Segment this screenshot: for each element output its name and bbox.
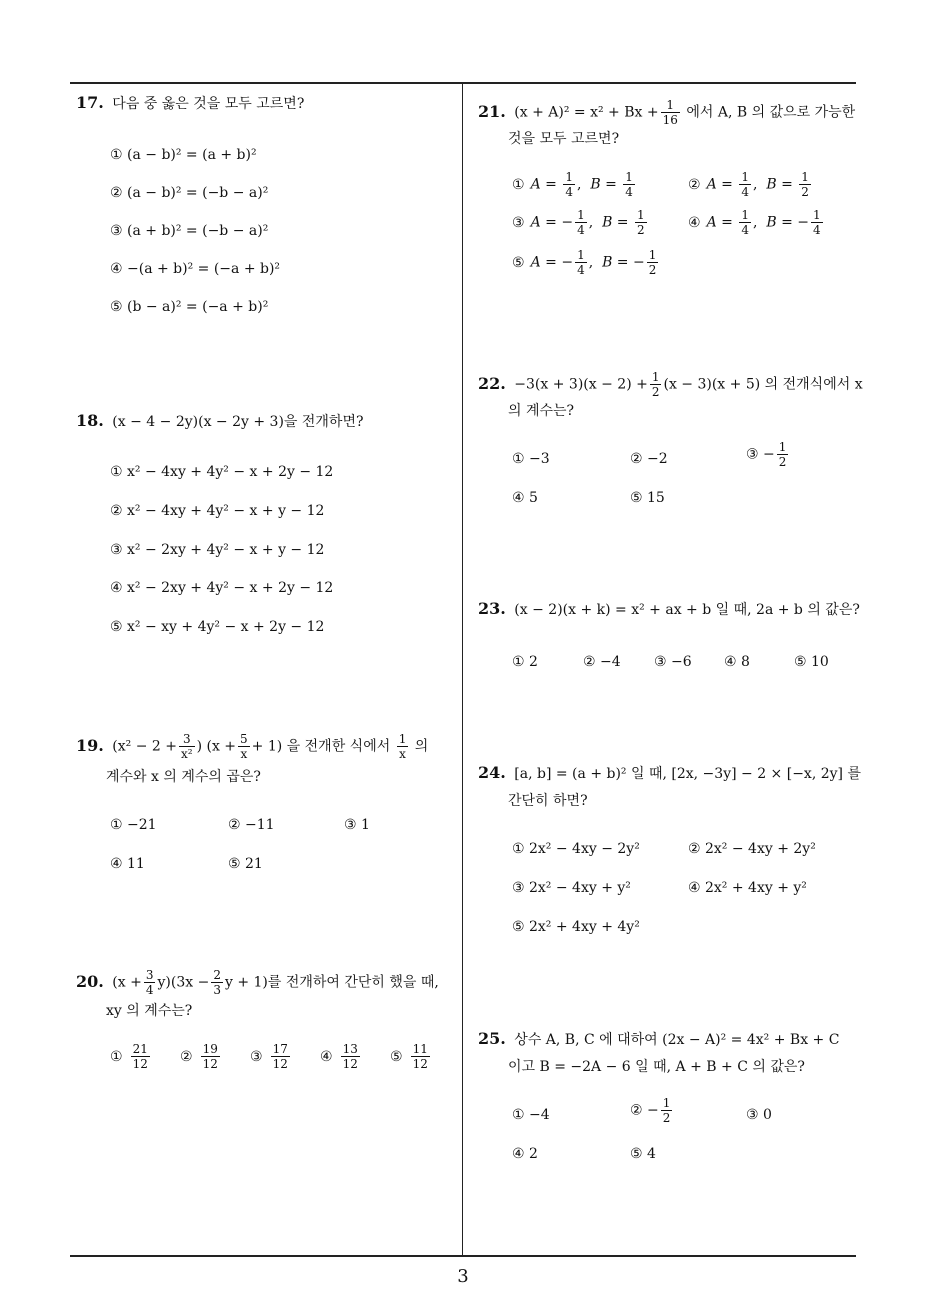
numerator: 1 [637, 208, 645, 222]
option-4[interactable]: ④ 2 [512, 1146, 538, 1162]
fraction [397, 732, 409, 761]
option-4[interactable]: ④ A = $\frac{1}{4}$ , B = − $\frac{1}{4}$ [688, 208, 821, 237]
fraction [341, 1042, 360, 1071]
fraction [650, 370, 662, 399]
question-21-line2: 것을 모두 고르면? [508, 131, 620, 147]
option-label: ⑤ [512, 254, 525, 271]
denominator: 12 [132, 1057, 148, 1071]
numerator: 2 [213, 968, 221, 982]
denominator: 12 [202, 1057, 218, 1071]
option-3[interactable]: ③ (a + b)² = (−b − a)² [110, 223, 269, 239]
denominator: 2 [662, 1111, 671, 1125]
option-label: ④ [320, 1048, 333, 1065]
question-18 [76, 408, 363, 435]
option-4[interactable]: ④ 8 [724, 654, 750, 670]
denominator: 2 [648, 263, 657, 277]
question-25 [478, 1026, 839, 1053]
numerator: 1 [741, 170, 749, 184]
option-5[interactable]: ⑤ 10 [794, 654, 829, 670]
numerator: 1 [577, 248, 585, 262]
denominator: 4 [577, 263, 585, 277]
expr-part: y)(3x − [157, 974, 210, 991]
fraction [575, 208, 587, 237]
numerator: 1 [648, 248, 657, 262]
question-24-line2: 간단히 하면? [508, 793, 588, 809]
question-text: 상수 A, B, C 에 대하여 (2x − A)² = 4x² + Bx + C [514, 1032, 840, 1048]
numerator: 1 [651, 370, 660, 384]
option-3[interactable]: ③ A = − $\frac{1}{4}$ , B = $\frac{1}{2}$ [512, 208, 645, 237]
option-1[interactable]: ① 2 [512, 654, 538, 670]
denominator: 4 [741, 223, 749, 237]
option-1[interactable]: ① −21 [110, 817, 157, 833]
numerator: 13 [342, 1042, 358, 1056]
option-2[interactable]: ② 2x² − 4xy + 2y² [688, 841, 816, 857]
fraction [144, 968, 156, 997]
denominator: 12 [342, 1057, 358, 1071]
option-3[interactable]: ③ 1 [344, 817, 370, 833]
option-2[interactable] [630, 1096, 674, 1125]
option-3[interactable]: ③ −6 [654, 654, 692, 670]
option-3[interactable]: ③ x² − 2xy + 4y² − x + y − 12 [110, 542, 325, 558]
question-24 [478, 760, 861, 787]
numerator: 17 [272, 1042, 288, 1056]
question-number: 22. [478, 373, 506, 393]
denominator: 2 [778, 455, 787, 469]
option-5[interactable]: ⑤ x² − xy + 4y² − x + 2y − 12 [110, 619, 325, 635]
option-1[interactable]: ① 2x² − 4xy − 2y² [512, 841, 640, 857]
expr-part: y + 1)를 전개하여 간단히 했을 때, [224, 974, 439, 991]
fraction [131, 1042, 150, 1071]
option-1[interactable]: ① −3 [512, 451, 550, 467]
option-2[interactable]: ② (a − b)² = (−b − a)² [110, 185, 269, 201]
denominator: 4 [565, 185, 573, 199]
column-divider [462, 84, 463, 1256]
option-2[interactable]: ② −2 [630, 451, 668, 467]
option-1[interactable]: ① (a − b)² = (a + b)² [110, 147, 257, 163]
fraction [635, 208, 647, 237]
question-text: [a, b] = (a + b)² 일 때, [2x, −3y] − 2 × [−x, 2y] 를 [514, 766, 861, 782]
numerator: 1 [565, 170, 573, 184]
fraction [739, 170, 751, 199]
option-label: ③ [512, 214, 525, 231]
sign: − [561, 254, 574, 271]
option-2[interactable]: ② −11 [228, 817, 275, 833]
numerator: 19 [202, 1042, 218, 1056]
numerator: 1 [662, 1096, 671, 1110]
expr-part: (x² − 2 + [112, 738, 177, 755]
denominator: 12 [412, 1057, 428, 1071]
question-21 [478, 98, 855, 127]
numerator: 21 [132, 1042, 148, 1056]
option-2[interactable]: ② A = $\frac{1}{4}$ , B = $\frac{1}{2}$ [688, 170, 809, 199]
bottom-rule [70, 1255, 856, 1257]
question-number: 24. [478, 763, 506, 782]
denominator: 12 [272, 1057, 288, 1071]
question-25-line2: 이고 B = −2A − 6 일 때, A + B + C 의 값은? [508, 1059, 805, 1075]
fraction [777, 440, 789, 469]
question-number: 23. [478, 599, 506, 618]
question-number: 21. [478, 101, 506, 121]
numerator: 3 [179, 732, 195, 747]
denominator: 4 [577, 223, 585, 237]
fraction [661, 98, 680, 127]
numerator: 11 [412, 1042, 428, 1056]
fraction [799, 170, 811, 199]
question-19-line2: 계수와 x 의 계수의 곱은? [106, 769, 261, 785]
numerator: 1 [813, 208, 821, 222]
fraction [563, 170, 575, 199]
question-22-line2: 의 계수는? [508, 403, 575, 419]
option-2[interactable]: ② −4 [583, 654, 621, 670]
numerator: 1 [801, 170, 809, 184]
question-number: 20. [76, 971, 104, 991]
sign: − [633, 254, 645, 271]
fraction [661, 1096, 673, 1125]
option-label: ① [110, 1048, 123, 1065]
option-5[interactable]: ⑤ 4 [630, 1146, 656, 1162]
sign: − [797, 214, 809, 231]
fraction [575, 248, 587, 277]
fraction [179, 732, 195, 761]
option-5[interactable] [390, 1042, 432, 1071]
option-5[interactable]: ⑤ A = − $\frac{1}{4}$ , B = − $\frac{1}{2}$ [512, 248, 657, 277]
option-label: ① [512, 176, 525, 193]
option-label: ④ [688, 214, 701, 231]
expr-part: 에서 A, B 의 값으로 가능한 [686, 104, 856, 121]
denominator: x [240, 747, 248, 761]
denominator: 16 [662, 113, 678, 127]
option-4[interactable]: ④ 2x² + 4xy + y² [688, 880, 807, 896]
expr-part: + 1) 을 전개한 식에서 [251, 738, 391, 755]
option-1[interactable] [110, 1042, 152, 1071]
option-3[interactable] [746, 440, 790, 469]
option-3[interactable]: ③ 0 [746, 1107, 772, 1123]
numerator: 1 [398, 732, 407, 746]
fraction [411, 1042, 430, 1071]
denominator: x [399, 747, 406, 761]
expr-part: 의 [414, 738, 429, 755]
numerator: 1 [577, 208, 585, 222]
question-20-line2: xy 의 계수는? [106, 1003, 193, 1019]
denominator: 2 [651, 385, 660, 399]
denominator: 2 [801, 185, 809, 199]
question-23 [478, 596, 860, 623]
sign: − [561, 214, 574, 231]
expr-part: −3(x + 3)(x − 2) + [514, 376, 648, 393]
question-22 [478, 370, 863, 399]
denominator: 4 [813, 223, 821, 237]
option-1[interactable]: ① A = $\frac{1}{4}$ , B = $\frac{1}{4}$ [512, 170, 633, 199]
question-number: 17. [76, 93, 104, 112]
fraction [271, 1042, 290, 1071]
question-number: 25. [478, 1029, 506, 1048]
fraction [647, 248, 659, 277]
numerator: 1 [661, 98, 680, 113]
option-label: ③ [250, 1048, 263, 1065]
fraction [811, 208, 823, 237]
numerator: 5 [240, 732, 248, 746]
question-19 [76, 732, 428, 761]
question-text: 다음 중 옳은 것을 모두 고르면? [112, 96, 305, 112]
option-4[interactable]: ④ 11 [110, 856, 145, 872]
denominator: 4 [741, 185, 749, 199]
fraction [623, 170, 635, 199]
question-17 [76, 90, 304, 117]
top-rule [70, 82, 856, 84]
numerator: 1 [778, 440, 787, 454]
option-3[interactable] [250, 1042, 292, 1071]
option-2[interactable] [180, 1042, 222, 1071]
option-2[interactable]: ② x² − 4xy + 4y² − x + y − 12 [110, 503, 325, 519]
option-3[interactable]: ③ 2x² − 4xy + y² [512, 880, 631, 896]
expr-part: ) (x + [196, 738, 237, 755]
expr-part: (x + [112, 974, 142, 991]
numerator: 1 [741, 208, 749, 222]
question-text: (x − 4 − 2y)(x − 2y + 3)을 전개하면? [112, 414, 364, 430]
fraction [211, 968, 223, 997]
option-4[interactable]: ④ x² − 2xy + 4y² − x + 2y − 12 [110, 580, 334, 596]
option-1[interactable]: ① x² − 4xy + 4y² − x + 2y − 12 [110, 464, 334, 480]
question-number: 18. [76, 411, 104, 430]
option-label: ② [180, 1048, 193, 1065]
option-label: ② − [630, 1102, 659, 1119]
denominator: 4 [625, 185, 633, 199]
denominator: 4 [145, 983, 154, 997]
denominator: x² [181, 747, 193, 761]
option-4[interactable] [320, 1042, 362, 1071]
expr-part: (x − 3)(x + 5) 의 전개식에서 x [663, 376, 863, 393]
denominator: 2 [637, 223, 645, 237]
option-5[interactable]: ⑤ (b − a)² = (−a + b)² [110, 299, 269, 315]
numerator: 3 [145, 968, 154, 982]
fraction [201, 1042, 220, 1071]
fraction [739, 208, 751, 237]
denominator: 3 [213, 983, 221, 997]
option-1[interactable]: ① −4 [512, 1107, 550, 1123]
option-label: ② [688, 176, 701, 193]
question-number: 19. [76, 735, 104, 755]
option-5[interactable]: ⑤ 2x² + 4xy + 4y² [512, 919, 640, 935]
option-4[interactable]: ④ −(a + b)² = (−a + b)² [110, 261, 281, 277]
question-20 [76, 968, 439, 997]
option-label: ⑤ [390, 1048, 403, 1065]
question-text: (x − 2)(x + k) = x² + ax + b 일 때, 2a + b 의 값은? [514, 602, 860, 618]
option-5[interactable]: ⑤ 21 [228, 856, 263, 872]
option-5[interactable]: ⑤ 15 [630, 490, 665, 506]
numerator: 1 [625, 170, 633, 184]
page-number: 3 [457, 1266, 469, 1287]
fraction [238, 732, 250, 761]
option-4[interactable]: ④ 5 [512, 490, 538, 506]
option-label: ③ − [746, 446, 775, 463]
expr-part: (x + A)² = x² + Bx + [514, 104, 659, 121]
